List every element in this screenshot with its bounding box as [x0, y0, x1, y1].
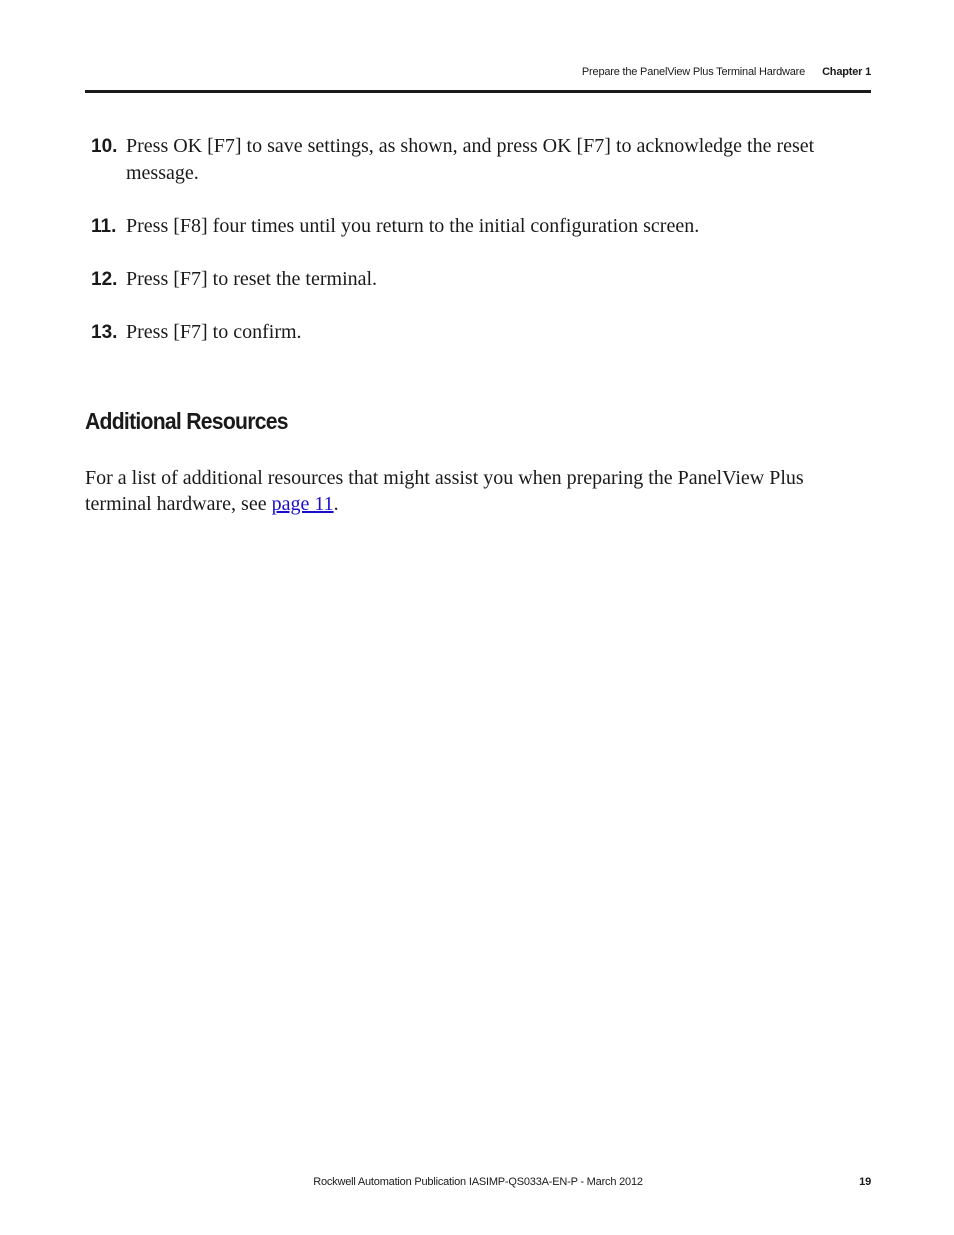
step-number: 12.: [91, 269, 118, 290]
procedure-steps: [85, 133, 845, 372]
header-chapter: Chapter 1: [822, 66, 871, 78]
page-header: [85, 66, 871, 93]
step-number: 13.: [91, 322, 118, 343]
step-text: Press [F7] to confirm.: [126, 321, 302, 343]
step-10: [85, 133, 845, 187]
step-text: Press [F8] four times until you return to the initial configuration screen.: [126, 215, 700, 237]
page-11-link[interactable]: page 11: [271, 493, 334, 515]
step-12: [85, 266, 845, 293]
step-13: [85, 319, 845, 346]
step-text: Press [F7] to reset the terminal.: [126, 268, 378, 290]
header-section-title: Prepare the PanelView Plus Terminal Hardware: [581, 66, 806, 78]
step-number: 10.: [91, 136, 118, 157]
paragraph-text: For a list of additional resources that might assist you when preparing the PanelView Plus terminal hardware, see: [85, 467, 804, 515]
page-number: 19: [859, 1176, 871, 1188]
footer-publication: Rockwell Automation Publication IASIMP-QS033A-EN-P - March 2012: [313, 1176, 643, 1188]
step-number: 11.: [91, 216, 117, 237]
paragraph-end: .: [333, 493, 339, 515]
additional-resources-heading: Additional Resources: [85, 408, 288, 434]
step-text: Press OK [F7] to save settings, as shown, and press OK [F7] to acknowledge the reset message.: [126, 135, 815, 184]
step-11: [85, 213, 845, 240]
additional-resources-paragraph: [85, 465, 845, 517]
